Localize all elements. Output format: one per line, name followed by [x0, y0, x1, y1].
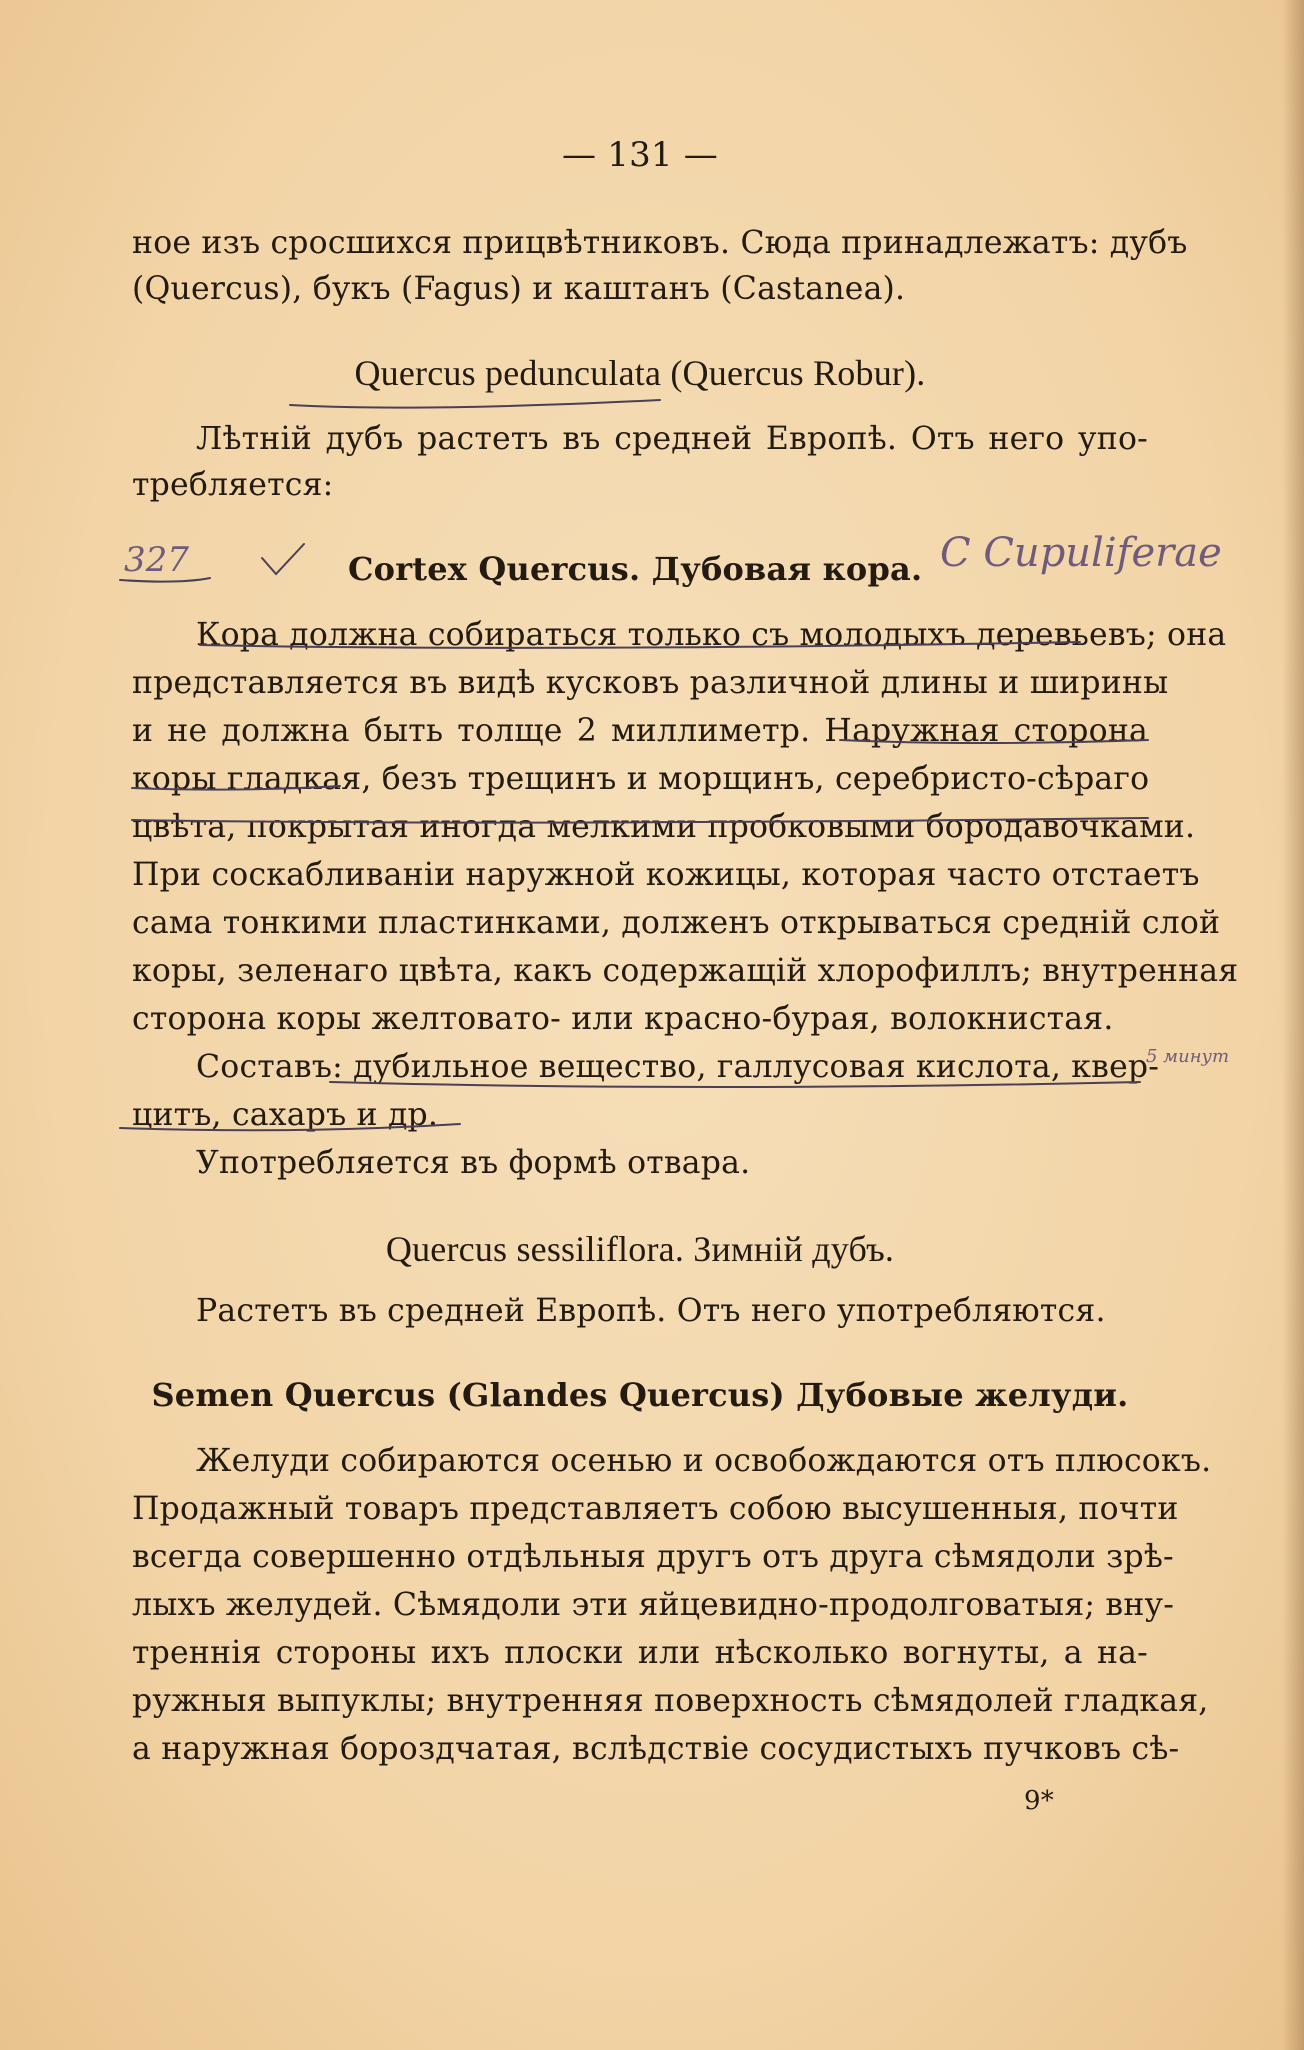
composition-line-2: цитъ, сахаръ и др. — [132, 1097, 439, 1133]
cupuliferae-annotation: C Cupuliferae — [940, 530, 1222, 576]
cortex-heading: Cortex Quercus. Дубовая кора. — [348, 550, 923, 588]
species1-line-1: Лѣтній дубъ растетъ въ средней Европѣ. Отъ него упо- — [196, 421, 1148, 457]
usage-line: Употребляется въ формѣ отвара. — [196, 1145, 751, 1181]
semen-line-3: всегда совершенно отдѣльныя другъ отъ друга сѣмядоли зрѣ- — [132, 1539, 1174, 1575]
composition-line-1: Составъ: дубильное вещество, галлусовая кислота, квер- — [196, 1049, 1160, 1085]
species2-line: Растетъ въ средней Европѣ. Отъ него употребляются. — [196, 1293, 1106, 1329]
cortex-line-9: сторона коры желтовато- или красно-бурая, волокнистая. — [132, 1001, 1114, 1037]
semen-line-5: треннія стороны ихъ плоски или нѣсколько вогнуты, а на- — [132, 1635, 1148, 1671]
semen-line-7: а наружная бороздчатая, вслѣдствіе сосудистыхъ пучковъ сѣ- — [132, 1731, 1180, 1767]
minutes-annotation: 5 минут — [1146, 1046, 1230, 1067]
cortex-line-2: представляется въ видѣ кусковъ различной длины и ширины — [132, 665, 1169, 701]
cortex-line-1: Кора должна собираться только съ молодыхъ деревьевъ; она — [196, 617, 1227, 653]
species1-line-2: требляется: — [132, 467, 334, 503]
cortex-line-3: и не должна быть толще 2 миллиметр. Наружная сторона — [132, 713, 1148, 749]
cortex-line-5: цвѣта, покрытая иногда мелкими пробковыми бородавочками. — [132, 809, 1196, 845]
page-number: — 131 — — [562, 135, 718, 175]
cortex-line-6: При соскабливаніи наружной кожицы, которая часто отстаетъ — [132, 857, 1200, 893]
species1-title: Quercus pedunculata (Quercus Robur). — [354, 353, 926, 393]
cortex-line-4: коры гладкая, безъ трещинъ и морщинъ, серебристо-сѣраго — [132, 761, 1150, 797]
folio-signature: 9* — [1024, 1786, 1054, 1816]
semen-line-6: ружныя выпуклы; внутренняя поверхность сѣмядолей гладкая, — [132, 1683, 1209, 1719]
semen-line-2: Продажный товаръ представляетъ собою высушенныя, почти — [132, 1491, 1179, 1527]
semen-heading: Semen Quercus (Glandes Quercus) Дубовые желуди. — [151, 1376, 1129, 1414]
intro-line-2: (Quercus), букъ (Fagus) и каштанъ (Castanea). — [132, 271, 906, 307]
intro-line-1: ное изъ сросшихся прицвѣтниковъ. Сюда принадлежатъ: дубъ — [132, 225, 1188, 261]
species2-title: Quercus sessiliflora. Зимній дубъ. — [385, 1229, 895, 1269]
margin-number-annotation: 327 — [124, 540, 189, 580]
cortex-line-7: сама тонкими пластинками, долженъ открываться средній слой — [132, 905, 1221, 941]
semen-line-4: лыхъ желудей. Сѣмядоли эти яйцевидно-продолговатыя; вну- — [132, 1587, 1175, 1623]
cortex-line-8: коры, зеленаго цвѣта, какъ содержащій хлорофиллъ; внутренная — [132, 953, 1239, 989]
page-edge-shadow — [1282, 0, 1304, 2050]
semen-line-1: Желуди собираются осенью и освобождаются отъ плюсокъ. — [196, 1443, 1212, 1479]
